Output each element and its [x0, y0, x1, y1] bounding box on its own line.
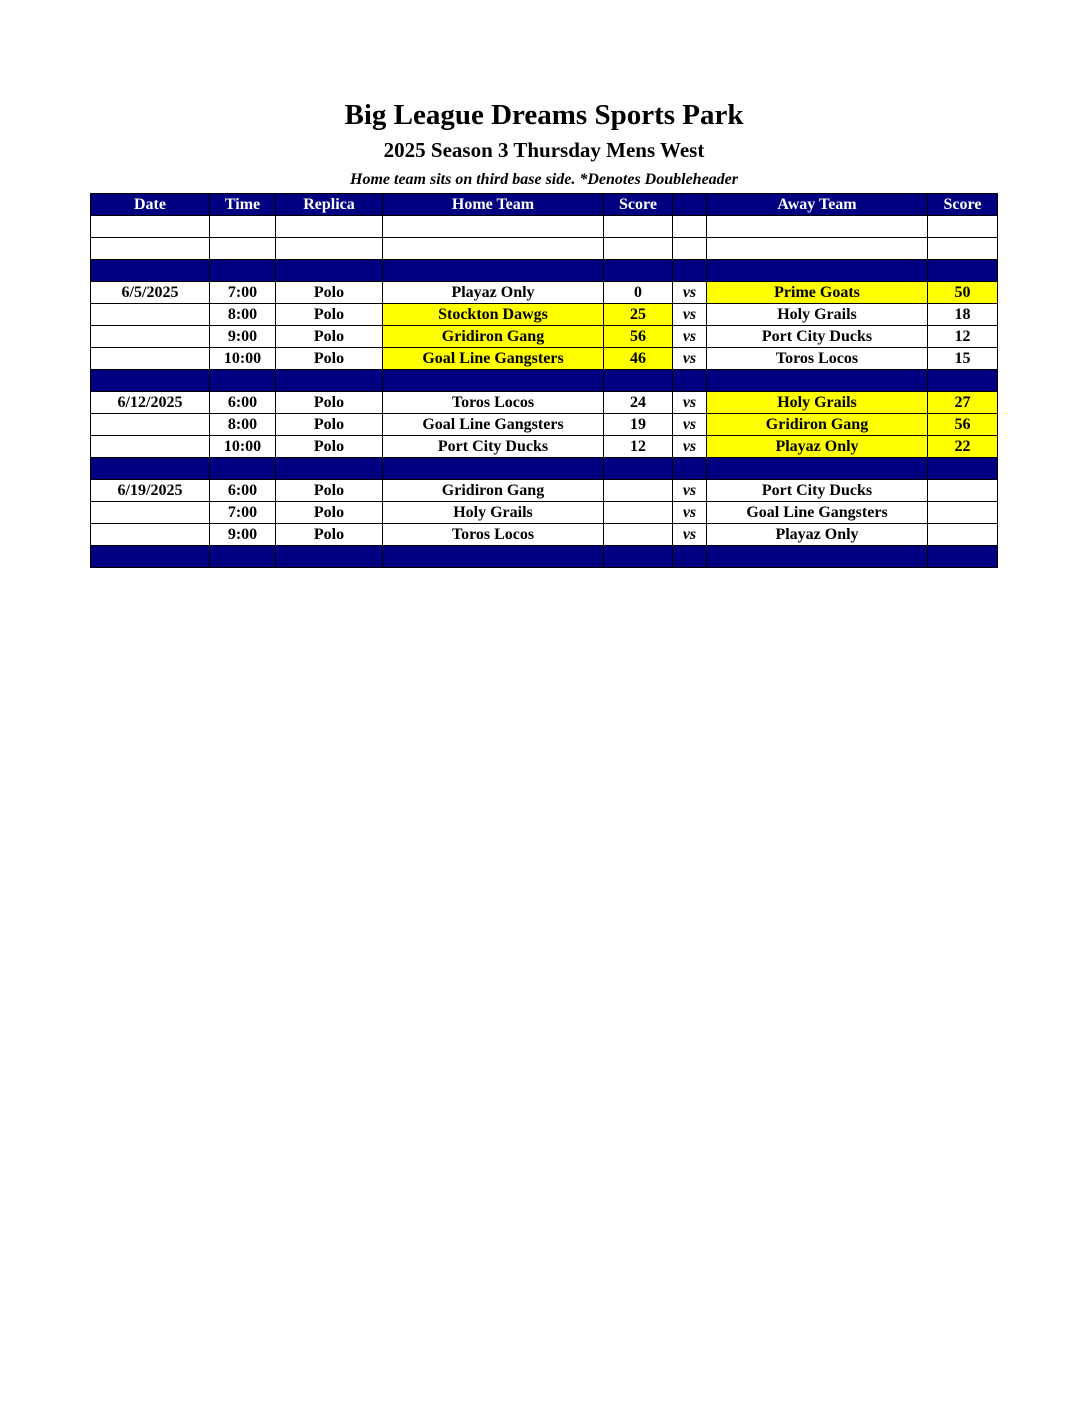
away-team-cell: Port City Ducks — [707, 326, 928, 348]
game-row — [91, 524, 998, 546]
empty-cell — [91, 458, 210, 480]
empty-cell — [928, 238, 998, 260]
away-score-cell: 50 — [928, 282, 998, 304]
empty-cell — [383, 260, 604, 282]
empty-cell — [276, 260, 383, 282]
page-subtitle: 2025 Season 3 Thursday Mens West — [383, 138, 705, 162]
page-title: Big League Dreams Sports Park — [344, 99, 744, 131]
home-score-cell — [604, 502, 673, 524]
empty-cell — [604, 370, 673, 392]
schedule-note: Home team sits on third base side. *Denotes Doubleheader — [350, 171, 738, 188]
empty-cell — [383, 546, 604, 568]
game-row — [91, 304, 998, 326]
away-score-cell: 27 — [928, 392, 998, 414]
empty-cell — [707, 238, 928, 260]
away-team-cell: Gridiron Gang — [707, 414, 928, 436]
home-score-cell: 56 — [604, 326, 673, 348]
home-team-cell: Playaz Only — [383, 282, 604, 304]
home-score-cell: 25 — [604, 304, 673, 326]
empty-cell — [276, 216, 383, 238]
home-team-cell: Holy Grails — [383, 502, 604, 524]
away-team-cell: Goal Line Gangsters — [707, 502, 928, 524]
vs-label: vs — [673, 304, 707, 326]
away-score-cell: 18 — [928, 304, 998, 326]
replica-cell: Polo — [276, 326, 383, 348]
home-score-cell — [604, 480, 673, 502]
empty-cell — [604, 546, 673, 568]
column-header-replica: Replica — [276, 194, 383, 216]
empty-cell — [707, 216, 928, 238]
empty-cell — [383, 458, 604, 480]
empty-cell — [91, 546, 210, 568]
vs-label: vs — [673, 414, 707, 436]
replica-cell: Polo — [276, 436, 383, 458]
date-cell — [91, 414, 210, 436]
away-score-cell — [928, 524, 998, 546]
empty-cell — [210, 370, 276, 392]
replica-cell: Polo — [276, 348, 383, 370]
time-cell: 6:00 — [210, 480, 276, 502]
vs-label: vs — [673, 524, 707, 546]
game-row — [91, 348, 998, 370]
empty-cell — [604, 260, 673, 282]
empty-cell — [210, 458, 276, 480]
replica-cell: Polo — [276, 414, 383, 436]
replica-cell: Polo — [276, 524, 383, 546]
home-team-cell: Stockton Dawgs — [383, 304, 604, 326]
home-team-cell: Toros Locos — [383, 524, 604, 546]
game-row — [91, 480, 998, 502]
empty-cell — [928, 370, 998, 392]
time-cell: 8:00 — [210, 414, 276, 436]
empty-cell — [276, 546, 383, 568]
time-cell: 6:00 — [210, 392, 276, 414]
home-score-cell: 12 — [604, 436, 673, 458]
separator-row — [91, 546, 998, 568]
empty-cell — [673, 370, 707, 392]
away-team-cell: Toros Locos — [707, 348, 928, 370]
game-row — [91, 282, 998, 304]
vs-label: vs — [673, 282, 707, 304]
home-team-cell: Gridiron Gang — [383, 480, 604, 502]
date-cell — [91, 326, 210, 348]
empty-cell — [383, 370, 604, 392]
home-team-cell: Goal Line Gangsters — [383, 414, 604, 436]
empty-cell — [210, 546, 276, 568]
date-cell: 6/12/2025 — [91, 392, 210, 414]
column-header-away-team: Away Team — [707, 194, 928, 216]
away-team-cell: Prime Goats — [707, 282, 928, 304]
empty-cell — [210, 216, 276, 238]
empty-cell — [276, 238, 383, 260]
empty-cell — [383, 216, 604, 238]
away-score-cell: 12 — [928, 326, 998, 348]
date-cell — [91, 348, 210, 370]
blank-row — [91, 238, 998, 260]
time-cell: 10:00 — [210, 436, 276, 458]
column-header-time: Time — [210, 194, 276, 216]
empty-cell — [928, 216, 998, 238]
home-score-cell: 0 — [604, 282, 673, 304]
home-team-cell: Goal Line Gangsters — [383, 348, 604, 370]
date-cell — [91, 436, 210, 458]
home-score-cell — [604, 524, 673, 546]
table-header-row — [91, 194, 998, 216]
column-header-home-score: Score — [604, 194, 673, 216]
column-header-home-team: Home Team — [383, 194, 604, 216]
game-row — [91, 326, 998, 348]
home-team-cell: Port City Ducks — [383, 436, 604, 458]
empty-cell — [673, 260, 707, 282]
date-cell: 6/19/2025 — [91, 480, 210, 502]
home-score-cell: 46 — [604, 348, 673, 370]
replica-cell: Polo — [276, 392, 383, 414]
away-team-cell: Playaz Only — [707, 436, 928, 458]
empty-cell — [91, 216, 210, 238]
column-header-vs — [673, 194, 707, 216]
empty-cell — [673, 216, 707, 238]
date-cell — [91, 502, 210, 524]
away-score-cell: 56 — [928, 414, 998, 436]
replica-cell: Polo — [276, 282, 383, 304]
empty-cell — [707, 370, 928, 392]
time-cell: 8:00 — [210, 304, 276, 326]
empty-cell — [383, 238, 604, 260]
empty-cell — [210, 238, 276, 260]
home-score-cell: 19 — [604, 414, 673, 436]
date-cell — [91, 304, 210, 326]
vs-label: vs — [673, 502, 707, 524]
empty-cell — [673, 238, 707, 260]
game-row — [91, 392, 998, 414]
away-score-cell: 22 — [928, 436, 998, 458]
empty-cell — [604, 458, 673, 480]
empty-cell — [928, 546, 998, 568]
empty-cell — [673, 546, 707, 568]
vs-label: vs — [673, 326, 707, 348]
away-score-cell — [928, 502, 998, 524]
schedule-table — [90, 193, 998, 568]
empty-cell — [604, 216, 673, 238]
time-cell: 10:00 — [210, 348, 276, 370]
empty-cell — [707, 458, 928, 480]
date-cell: 6/5/2025 — [91, 282, 210, 304]
time-cell: 7:00 — [210, 282, 276, 304]
date-cell — [91, 524, 210, 546]
empty-cell — [91, 238, 210, 260]
empty-cell — [276, 458, 383, 480]
replica-cell: Polo — [276, 304, 383, 326]
column-header-away-score: Score — [928, 194, 998, 216]
time-cell: 9:00 — [210, 524, 276, 546]
home-score-cell: 24 — [604, 392, 673, 414]
column-header-date: Date — [91, 194, 210, 216]
game-row — [91, 436, 998, 458]
vs-label: vs — [673, 392, 707, 414]
empty-cell — [91, 260, 210, 282]
replica-cell: Polo — [276, 502, 383, 524]
blank-row — [91, 216, 998, 238]
vs-label: vs — [673, 348, 707, 370]
time-cell: 9:00 — [210, 326, 276, 348]
separator-row — [91, 458, 998, 480]
vs-label: vs — [673, 436, 707, 458]
empty-cell — [707, 260, 928, 282]
away-score-cell: 15 — [928, 348, 998, 370]
game-row — [91, 414, 998, 436]
replica-cell: Polo — [276, 480, 383, 502]
away-team-cell: Playaz Only — [707, 524, 928, 546]
separator-row — [91, 260, 998, 282]
empty-cell — [210, 260, 276, 282]
schedule-body — [91, 216, 998, 568]
empty-cell — [91, 370, 210, 392]
away-team-cell: Holy Grails — [707, 392, 928, 414]
vs-label: vs — [673, 480, 707, 502]
home-team-cell: Toros Locos — [383, 392, 604, 414]
empty-cell — [276, 370, 383, 392]
game-row — [91, 502, 998, 524]
away-score-cell — [928, 480, 998, 502]
empty-cell — [707, 546, 928, 568]
empty-cell — [928, 260, 998, 282]
time-cell: 7:00 — [210, 502, 276, 524]
away-team-cell: Port City Ducks — [707, 480, 928, 502]
home-team-cell: Gridiron Gang — [383, 326, 604, 348]
away-team-cell: Holy Grails — [707, 304, 928, 326]
empty-cell — [673, 458, 707, 480]
separator-row — [91, 370, 998, 392]
empty-cell — [928, 458, 998, 480]
empty-cell — [604, 238, 673, 260]
